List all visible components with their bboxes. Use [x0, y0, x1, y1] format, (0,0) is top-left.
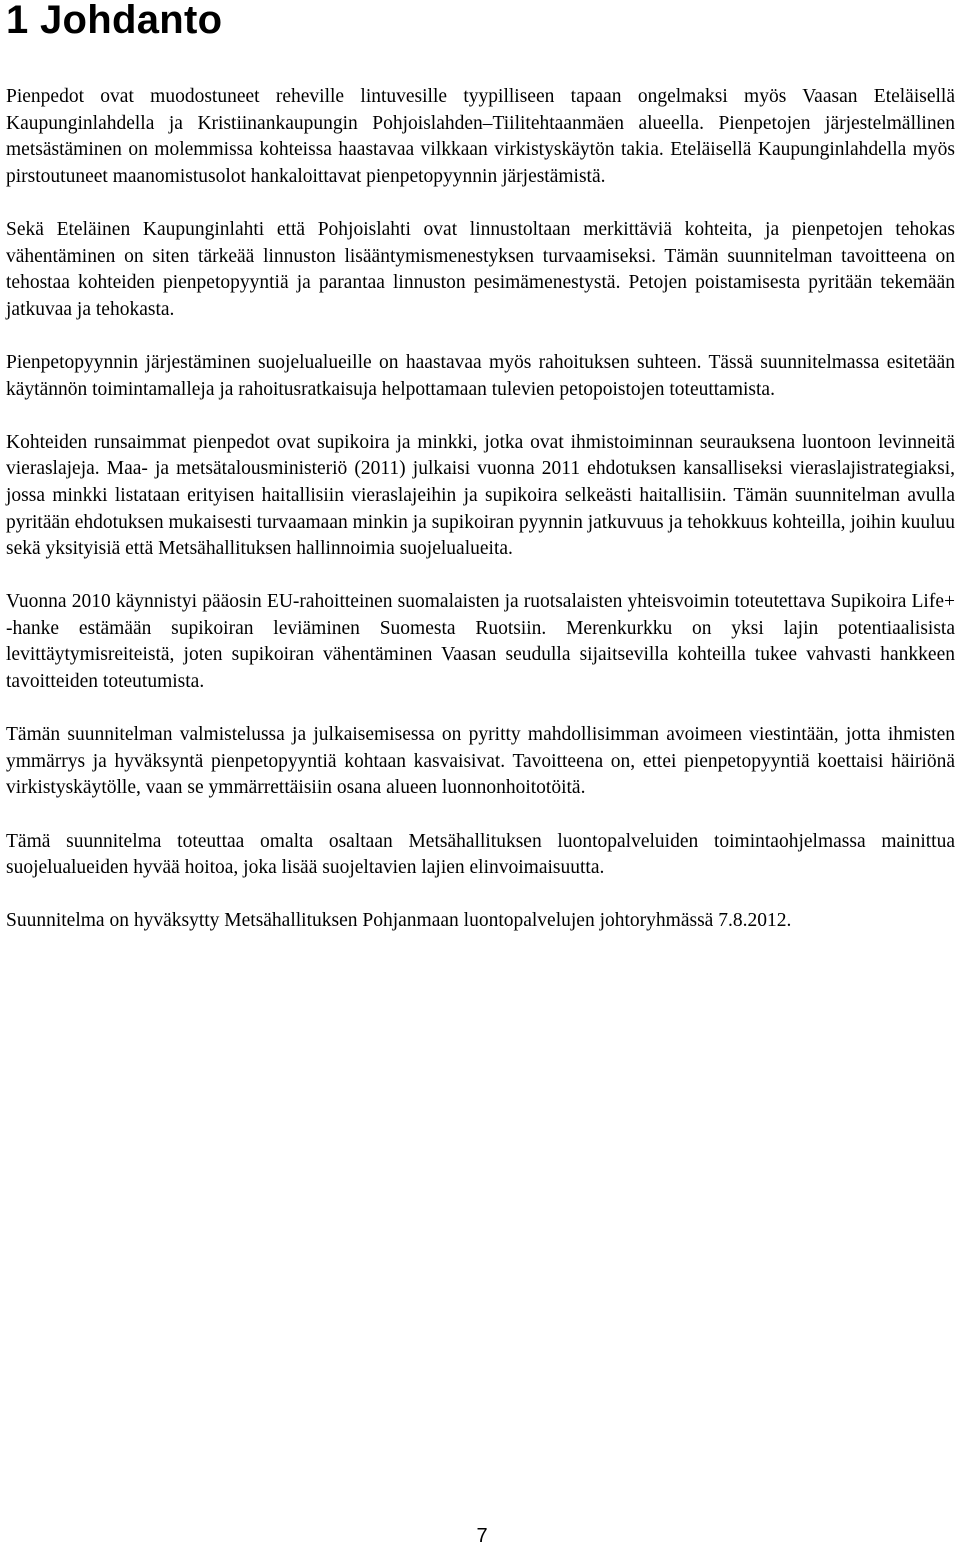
body-text: [6, 84, 955, 962]
paragraph-6: Tämän suunnitelman valmistelussa ja julkaisemisessa on pyritty mahdollisimman avoimeen viestintään, jotta ihmisten ymmärrys ja hyväksyntä pienpetopyyntiä kohtaan kasvaisivat. Tavoitteena on, ettei pienpetopyyntiä koettaisi häiriönä virkistyskäytölle, vaan se ymmärrettäisiin osana alueen luonnonhoitotöitä.: [6, 724, 955, 799]
paragraph-4: Kohteiden runsaimmat pienpedot ovat supikoira ja minkki, jotka ovat ihmistoiminnan seurauksena luontoon levinneitä vieraslajeja. Maa- ja metsätalousministeriö (2011) julkaisi vuonna 2011 ehdotuksen kansalliseksi vieraslajistrategiaksi, jossa minkki listataan erityisen haitallisiin vieraslajeihin ja supikoira selkeästi haitallisiin. Tämän suunnitelman avulla pyritään ehdotuksen mukaisesti turvaamaan minkin ja supikoiran pyynnin jatkuvuus ja tehokkuus kohteilla, joihin kuuluu sekä yksityisiä että Metsähallituksen hallinnoimia suojelualueita.: [6, 431, 955, 560]
page-number: 7: [476, 1525, 488, 1547]
paragraph-7: Tämä suunnitelma toteuttaa omalta osaltaan Metsähallituksen luontopalveluiden toimintaohjelmassa mainittua suojelualueiden hyvää hoitoa, joka lisää suojeltavien lajien elinvoimaisuutta.: [6, 830, 955, 879]
paragraph-1: Pienpedot ovat muodostuneet reheville lintuvesille tyypilliseen tapaan ongelmaksi myös Vaasan Eteläisellä Kaupunginlahdella ja Kristiinankaupungin Pohjoislahden–Tiilitehtaanmäen alueella. Pienpetojen järjestelmällinen metsästäminen on molemmissa kohteissa haastavaa vilkkaan virkistyskäytön takia. Eteläisellä Kaupunginlahdella myös pirstoutuneet maanomistusolot hankaloittavat pienpetopyynnin järjestämistä.: [6, 86, 955, 187]
paragraph-8: Suunnitelma on hyväksytty Metsähallituksen Pohjanmaan luontopalvelujen johtoryhmässä 7.8.2012.: [6, 910, 792, 932]
paragraph-5: Vuonna 2010 käynnistyi pääosin EU-rahoitteinen suomalaisten ja ruotsalaisten yhteisvoimin toteutettava Supikoira Life+ -hanke estämään supikoiran leviäminen Suomesta Ruotsiin. Merenkurkku on yksi lajin potentiaalisista levittäytymisreiteistä, joten supikoiran vähentäminen Vaasan seudulla sijaitsevilla kohteilla tukee vahvasti hankkeen tavoitteiden toteutumista.: [6, 591, 955, 693]
paragraph-2: Sekä Eteläinen Kaupunginlahti että Pohjoislahti ovat linnustoltaan merkittäviä kohteita, ja pienpetojen tehokas vähentäminen on siten tärkeää linnuston lisääntymismenestyksen turvaamiseksi. Tämän suunnitelman tavoitteena on tehostaa kohteiden pienpetopyyntiä ja parantaa linnuston pesimämenestystä. Petojen poistamisesta pyritään tekemään jatkuvaa ja tehokasta.: [6, 218, 955, 320]
paragraph-3: Pienpetopyynnin järjestäminen suojelualueille on haastavaa myös rahoituksen suhteen. Tässä suunnitelmassa esitetään käytännön toimintamalleja ja rahoitusratkaisuja helpottamaan tulevien petopoistojen toteuttamista.: [6, 351, 955, 400]
section-heading: 1 Johdanto: [6, 0, 223, 42]
